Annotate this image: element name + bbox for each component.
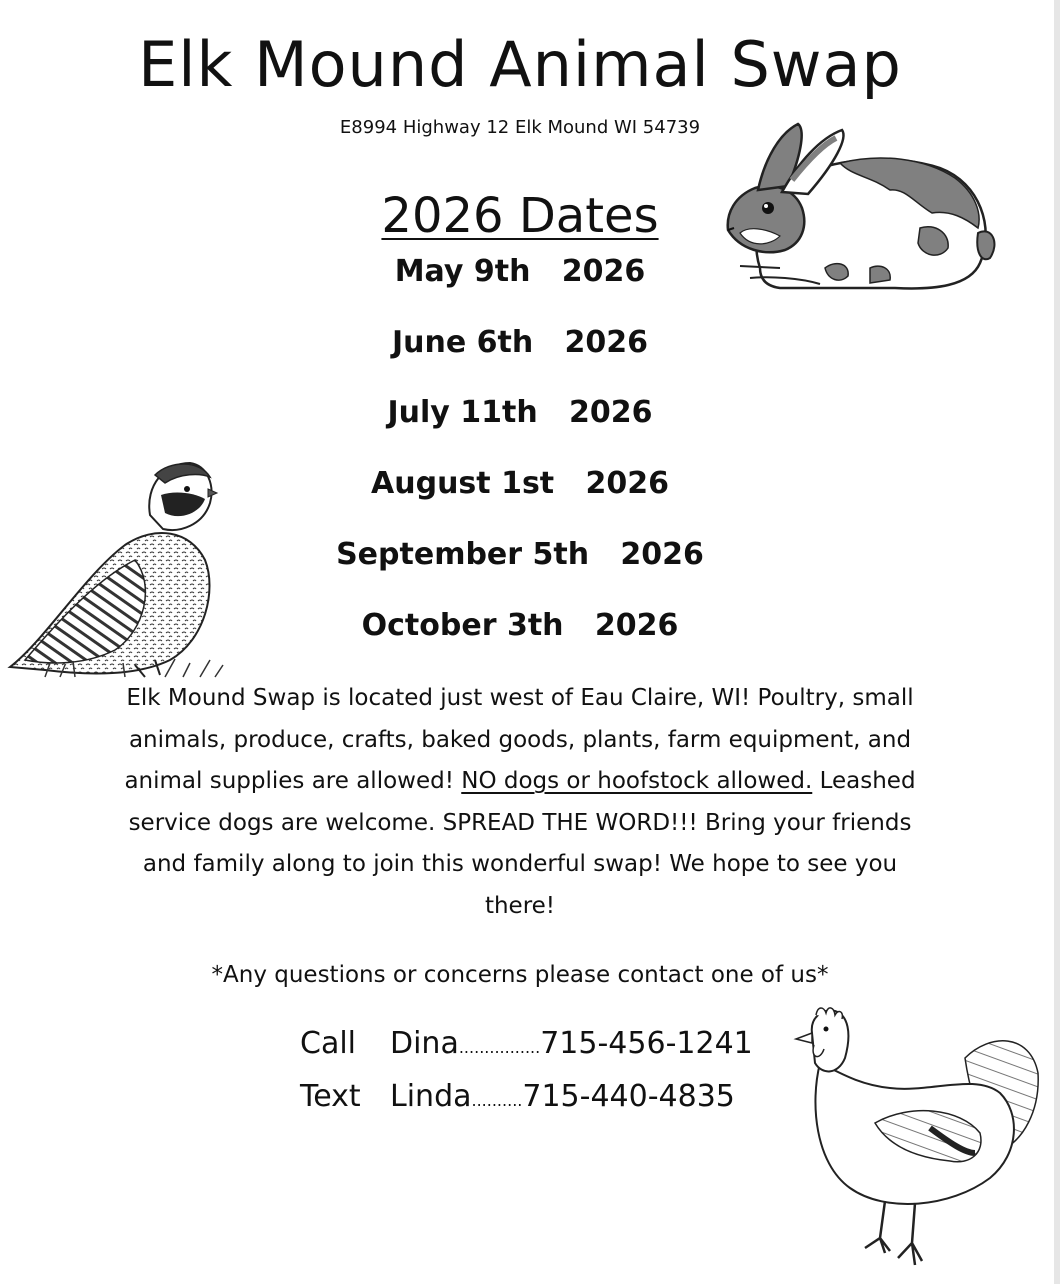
description-text-2: Leashed service dogs are welcome. SPREAD THE WORD!!! Bring your friends and family along to join this wonderful swap! We hope to see you there! (128, 768, 916, 919)
dates-heading: 2026 Dates (381, 188, 659, 244)
quail-illustration (5, 455, 233, 683)
date-item: July 11th 2026 (387, 395, 653, 430)
no-dogs-notice: NO dogs or hoofstock allowed. (461, 768, 813, 794)
contact-row-dina (300, 1026, 753, 1061)
contact-phone: 715-456-1241 (540, 1026, 753, 1061)
contact-method: Text (300, 1079, 361, 1114)
contact-dots: ................ (458, 1038, 541, 1057)
contact-method: Call (300, 1026, 357, 1061)
contact-dots: .......... (471, 1091, 523, 1110)
date-item: August 1st 2026 (371, 466, 669, 501)
page-edge (1054, 0, 1060, 1284)
contact-note: *Any questions or concerns please contact one of us* (211, 962, 829, 988)
contact-name: Dina (390, 1026, 459, 1061)
contact-row-linda (300, 1079, 735, 1114)
date-item: May 9th 2026 (394, 254, 646, 289)
rabbit-illustration (720, 118, 1000, 298)
hen-illustration (790, 1003, 1040, 1273)
address: E8994 Highway 12 Elk Mound WI 54739 (339, 117, 701, 138)
date-item: June 6th 2026 (391, 325, 649, 360)
date-item: October 3th 2026 (361, 608, 679, 643)
flyer-title: Elk Mound Animal Swap (138, 28, 902, 101)
contact-name: Linda (390, 1079, 472, 1114)
date-item: September 5th 2026 (336, 537, 704, 572)
contact-phone: 715-440-4835 (522, 1079, 735, 1114)
description-text: Elk Mound Swap is located just west of Eau Claire, WI! Poultry, small animals, produce, crafts, baked goods, plants, farm equipment, and animal supplies are allowed! (124, 685, 914, 794)
description-paragraph (110, 678, 930, 927)
